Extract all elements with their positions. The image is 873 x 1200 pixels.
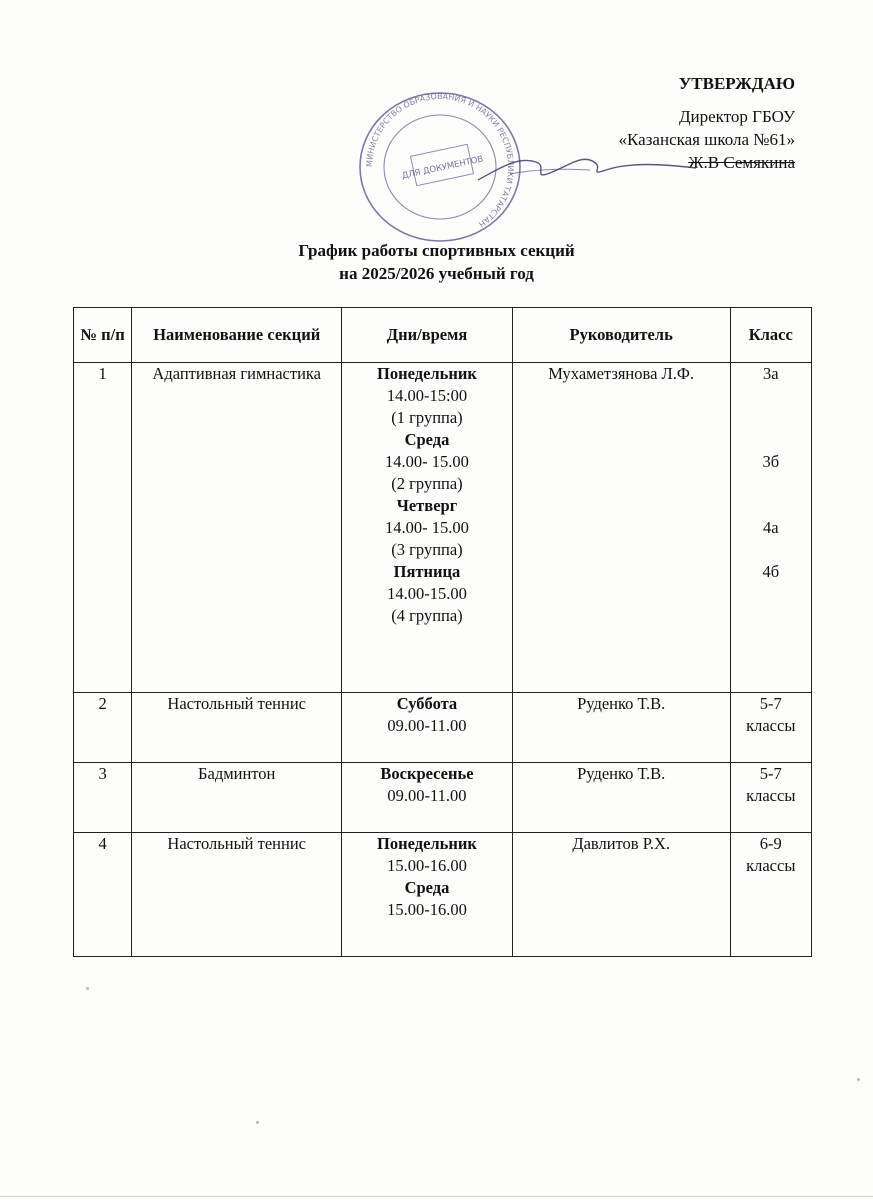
header-class: Класс — [730, 308, 811, 363]
leader-name: Руденко Т.В. — [512, 693, 730, 763]
approval-heading: УТВЕРЖДАЮ — [678, 74, 795, 93]
days-time-cell — [342, 833, 513, 957]
header-number: № п/п — [74, 308, 132, 363]
row-number: 2 — [74, 693, 132, 763]
session-day: Воскресенье — [380, 764, 474, 783]
class-value: 5-7 классы — [730, 693, 811, 763]
session-day: Среда — [404, 878, 450, 897]
table-row — [74, 693, 812, 763]
session-day: Среда — [404, 430, 450, 449]
class-value: 3б — [762, 452, 780, 471]
session-time: 14.00-15.00 — [387, 584, 467, 603]
session-day: Понедельник — [377, 364, 477, 383]
scan-speck — [857, 1078, 860, 1081]
header-section-name: Наименование секций — [132, 308, 342, 363]
table-header-row — [74, 308, 812, 363]
table-row — [74, 763, 812, 833]
section-name: Настольный теннис — [132, 833, 342, 957]
session-time: 15.00-16.00 — [387, 900, 467, 919]
session-day: Четверг — [396, 496, 458, 515]
days-time-cell — [342, 693, 513, 763]
days-time-cell — [342, 763, 513, 833]
signature-scribble — [470, 140, 700, 200]
class-value: 4б — [762, 562, 780, 581]
session-group: (3 группа) — [391, 540, 463, 559]
schedule-table — [73, 307, 812, 957]
session-time: 14.00-15:00 — [386, 386, 468, 405]
document-title: График работы спортивных секций — [298, 241, 575, 260]
days-time-cell — [342, 363, 513, 693]
session-time: 09.00-11.00 — [387, 786, 467, 805]
table-row — [74, 363, 812, 693]
class-value: 5-7 классы — [730, 763, 811, 833]
document-subtitle: на 2025/2026 учебный год — [339, 264, 534, 283]
session-time: 09.00-11.00 — [387, 716, 467, 735]
session-group: (2 группа) — [391, 474, 463, 493]
session-group: (1 группа) — [391, 408, 463, 427]
stamp-center-text: ДЛЯ ДОКУМЕНТОВ — [400, 154, 485, 182]
session-day: Понедельник — [377, 834, 477, 853]
row-number: 1 — [74, 363, 132, 693]
session-time: 15.00-16.00 — [387, 856, 467, 875]
class-cell — [730, 363, 811, 693]
session-day: Пятница — [393, 562, 461, 581]
approval-school: «Казанская школа №61» — [618, 130, 795, 149]
session-time: 14.00- 15.00 — [385, 452, 469, 471]
session-day: Суббота — [396, 694, 458, 713]
scan-speck — [86, 987, 89, 990]
scan-speck — [256, 1121, 259, 1124]
leader-name: Давлитов Р.Х. — [512, 833, 730, 957]
session-group: (4 группа) — [391, 606, 463, 625]
scan-edge — [0, 1196, 873, 1197]
section-name: Адаптивная гимнастика — [132, 363, 342, 693]
section-name: Бадминтон — [132, 763, 342, 833]
class-value: 6-9 классы — [730, 833, 811, 957]
approval-signature-name: Ж.В Семякина — [688, 153, 795, 172]
table-row — [74, 833, 812, 957]
session-time: 14.00- 15.00 — [385, 518, 469, 537]
leader-name: Мухаметзянова Л.Ф. — [512, 363, 730, 693]
header-days-time: Дни/время — [342, 308, 513, 363]
row-number: 4 — [74, 833, 132, 957]
leader-name: Руденко Т.В. — [512, 763, 730, 833]
approval-position: Директор ГБОУ — [678, 107, 795, 126]
stamp-ring-text: МИНИСТЕРСТВО ОБРАЗОВАНИЯ И НАУКИ РЕСПУБЛИКИ ТАТАРСТАН — [364, 91, 516, 229]
section-name: Настольный теннис — [132, 693, 342, 763]
class-value: 3а — [762, 364, 779, 383]
header-leader: Руководитель — [512, 308, 730, 363]
row-number: 3 — [74, 763, 132, 833]
class-value: 4а — [762, 518, 779, 537]
